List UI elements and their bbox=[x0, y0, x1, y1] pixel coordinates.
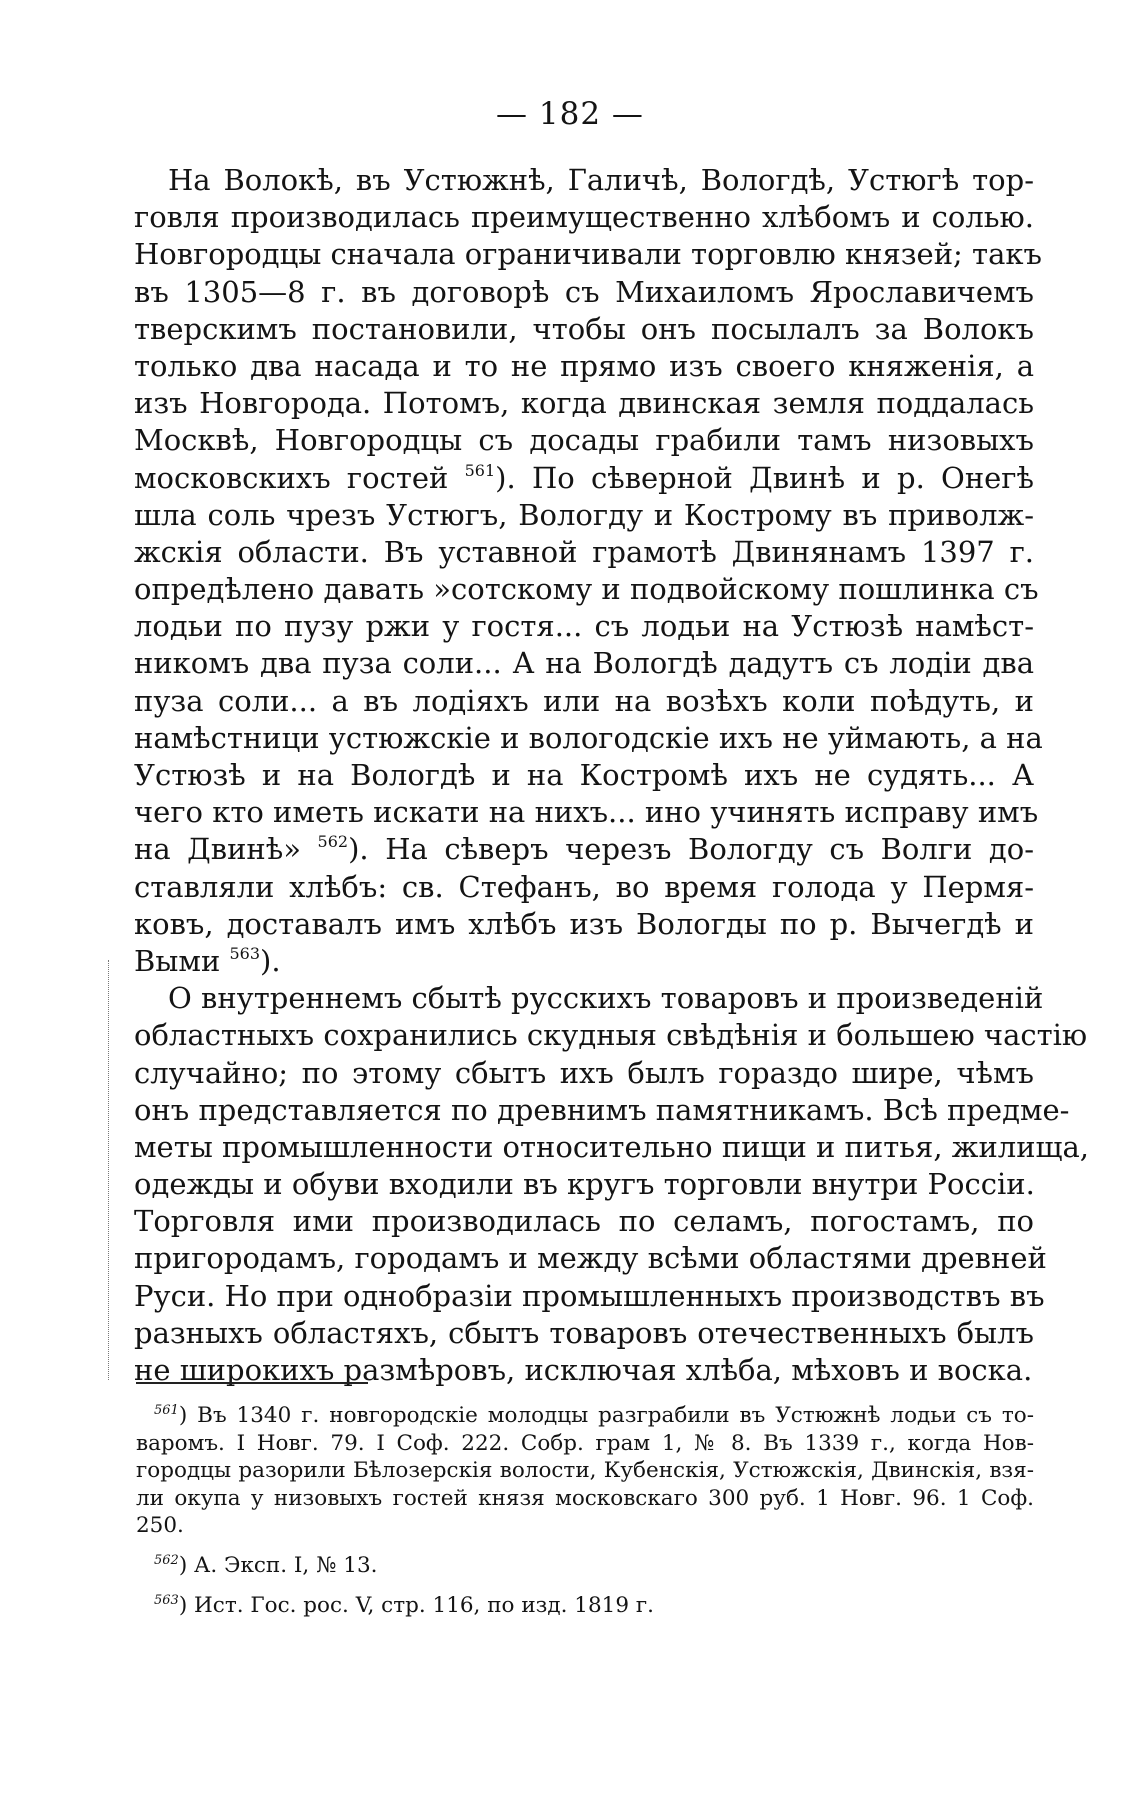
text-line: Торговля ими производилась по селамъ, погостамъ, по bbox=[134, 1204, 1034, 1239]
text-line: говля производилась преимущественно хлѣбомъ и солью. bbox=[134, 200, 1034, 235]
line-text: Выми bbox=[134, 943, 230, 978]
footnote-text: ) Ист. Гос. рос. V, стр. 116, по изд. 1819 г. bbox=[178, 1592, 654, 1618]
text-line: только два насада и то не прямо изъ своего княженія, а bbox=[134, 348, 1034, 383]
page-number: — 182 — bbox=[496, 96, 644, 132]
text-line: намѣстници устюжскіе и вологодскіе ихъ не уймають, а на bbox=[134, 720, 1043, 755]
footnote-text: 250. bbox=[136, 1513, 184, 1539]
text-line: изъ Новгорода. Потомъ, когда двинская земля поддалась bbox=[134, 386, 1034, 421]
line-text: на Двинѣ» bbox=[134, 832, 318, 867]
text-line bbox=[134, 460, 1034, 497]
footnote-separator bbox=[136, 1382, 368, 1384]
footnote-mark: 562 bbox=[154, 1552, 179, 1568]
footnote-text: варомъ. I Новг. 79. I Соф. 222. Собр. грам 1, № 8. Въ 1339 г., когда Нов- bbox=[136, 1430, 1034, 1456]
footnote-text: ли окупа у низовыхъ гостей князя московскаго 300 руб. 1 Новг. 96. 1 Соф. bbox=[136, 1485, 1034, 1511]
footnote-line bbox=[136, 1512, 1034, 1540]
footnote-ref: 562 bbox=[317, 832, 349, 852]
text-line: шла соль чрезъ Устюгъ, Вологду и Кострому въ приволж- bbox=[134, 497, 1034, 532]
text-line: въ 1305—8 г. въ договорѣ съ Михаиломъ Ярославичемъ bbox=[134, 274, 1034, 309]
text-line: областныхъ сохранились скудныя свѣдѣнія и большею частію bbox=[134, 1018, 1088, 1053]
footnote-line bbox=[136, 1457, 1034, 1485]
text-line: На Волокѣ, въ Устюжнѣ, Галичѣ, Вологдѣ, Устюгѣ тор- bbox=[168, 163, 1034, 197]
text-line: лодьи по пузу ржи у гостя... съ лодьи на Устюзѣ намѣст- bbox=[134, 609, 1034, 644]
footnote-line bbox=[136, 1592, 1034, 1620]
text-line: разныхъ областяхъ, сбытъ товаровъ отечественныхъ былъ bbox=[134, 1315, 1034, 1350]
footnote-text: ) А. Эксп. I, № 13. bbox=[178, 1552, 378, 1578]
margin-pencil-mark bbox=[108, 960, 111, 1380]
text-line bbox=[134, 831, 1034, 868]
text-line: не широкихъ размѣровъ, исключая хлѣба, мѣховъ и воска. bbox=[134, 1353, 1033, 1387]
text-line: О внутреннемъ сбытѣ русскихъ товаровъ и произведеній bbox=[168, 981, 1044, 1016]
footnote-ref: 563 bbox=[229, 943, 261, 963]
footnote-line bbox=[136, 1552, 1034, 1580]
footnote-mark: 563 bbox=[154, 1592, 179, 1608]
footnote-ref: 561 bbox=[464, 460, 496, 480]
footnote-line bbox=[136, 1485, 1034, 1513]
paragraph-2 bbox=[134, 980, 1089, 1389]
footnote-text: ) Въ 1340 г. новгородскіе молодцы разграбили въ Устюжнѣ лодьи съ то- bbox=[178, 1403, 1034, 1428]
line-text: ). По сѣверной Двинѣ и р. Онегѣ bbox=[495, 460, 1034, 495]
text-line: тверскимъ постановили, чтобы онъ посылалъ за Волокъ bbox=[134, 311, 1034, 346]
body-text bbox=[134, 162, 1089, 1389]
text-line: Новгородцы сначала ограничивали торговлю князей; такъ bbox=[134, 237, 1042, 272]
line-text: ). bbox=[260, 943, 281, 978]
text-line: никомъ два пуза соли... А на Вологдѣ дадутъ съ лодіи два bbox=[134, 646, 1034, 681]
text-line: Устюзѣ и на Вологдѣ и на Костромѣ ихъ не судять... А bbox=[134, 758, 1034, 792]
footnote-line bbox=[136, 1402, 1034, 1430]
text-line: пригородамъ, городамъ и между всѣми областями древней bbox=[134, 1241, 1047, 1276]
footnote-line bbox=[136, 1430, 1034, 1458]
text-line: Руси. Но при однобразіи промышленныхъ производствъ въ bbox=[134, 1278, 1045, 1313]
text-line: ставляли хлѣбъ: св. Стефанъ, во время голода у Пермя- bbox=[134, 869, 1034, 904]
line-text: московскихъ гостей bbox=[134, 460, 465, 495]
text-line: меты промышленности относительно пищи и питья, жилища, bbox=[134, 1129, 1089, 1164]
footnotes bbox=[136, 1402, 1034, 1619]
text-line bbox=[134, 943, 1034, 980]
text-line: одежды и обуви входили въ кругъ торговли внутри Россіи. bbox=[134, 1167, 1035, 1202]
paragraph-1 bbox=[134, 162, 1043, 980]
text-line: Москвѣ, Новгородцы съ досады грабили тамъ низовыхъ bbox=[134, 423, 1034, 458]
text-line: чего кто иметь искати на нихъ... ино учинять исправу имъ bbox=[134, 795, 1039, 830]
text-line: пуза соли... а въ лодіяхъ или на возѣхъ коли поѣдуть, и bbox=[134, 683, 1034, 718]
text-line: опредѣлено давать »сотскому и подвойскому пошлинка съ bbox=[134, 572, 1039, 607]
footnote-text: городцы разорили Бѣлозерскія волости, Кубенскія, Устюжскія, Двинскія, взя- bbox=[136, 1458, 1034, 1484]
line-text: ). На сѣверъ черезъ Вологду съ Волги до- bbox=[348, 832, 1034, 867]
text-line: онъ представляется по древнимъ памятникамъ. Всѣ предме- bbox=[134, 1092, 1070, 1127]
text-line: жскія области. Въ уставной грамотѣ Двинянамъ 1397 г. bbox=[134, 534, 1034, 569]
text-line: случайно; по этому сбытъ ихъ былъ гораздо шире, чѣмъ bbox=[134, 1055, 1034, 1090]
footnote-mark: 561 bbox=[154, 1403, 179, 1418]
text-line: ковъ, доставалъ имъ хлѣбъ изъ Вологды по р. Вычегдѣ и bbox=[134, 906, 1034, 941]
